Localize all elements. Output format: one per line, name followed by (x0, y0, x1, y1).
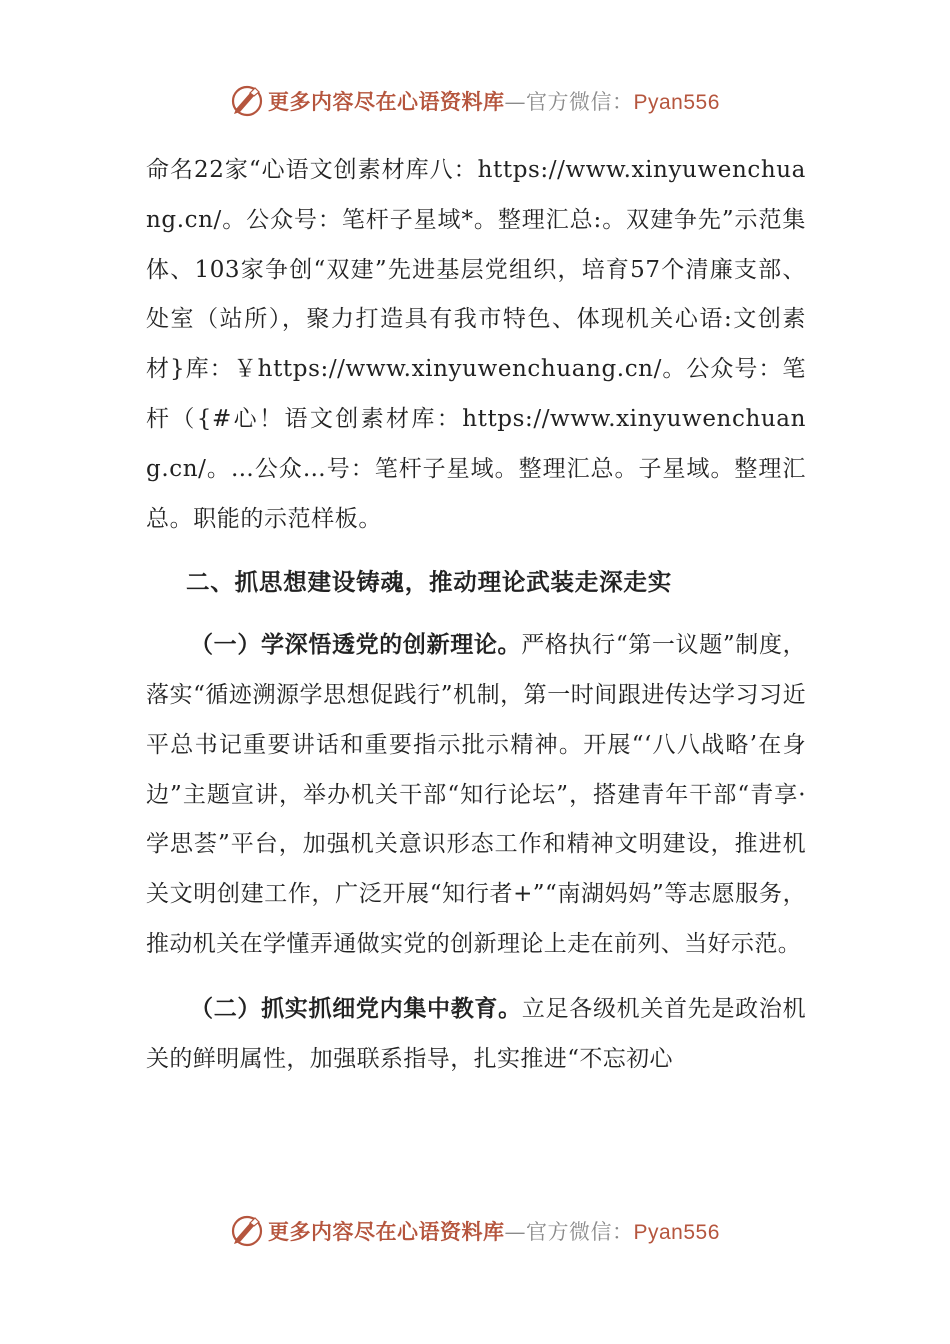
document-body (146, 146, 806, 1084)
section-1-lead: （一）学深悟透党的创新理论。 (190, 631, 522, 659)
banner-wechat-id: Pyan556 (633, 91, 720, 114)
paragraph-intro: 命名22家“心语文创素材库八：https://www.xinyuwenchuang.cn/。公众号：笔杆子星域*。整理汇总:。双建争先”示范集体、103家争创“双建”先进基层党组织，培育57个清廉支部、处室（站所），聚力打造具有我市特色、体现机关心语:文创素材}库：￥https://www.xinyuwenchuang.cn/。公众号：笔杆（{#心！语文创素材库：https://www.xinyuwenchuang.cn/。…公众…号：笔杆子星域。整理汇总。子星域。整理汇总。职能的示范样板。 (146, 157, 806, 532)
banner-site-name: 更多内容尽在心语资料库 (268, 89, 505, 114)
banner-wechat-id: Pyan556 (633, 1221, 720, 1244)
section-2-lead: （二）抓实抓细党内集中教育。 (190, 994, 522, 1022)
watermark-banner-bottom (0, 1210, 950, 1254)
banner-wechat-label: —官方微信： (504, 90, 634, 114)
paragraph-section-2 (146, 984, 806, 1085)
section-1-body: 严格执行“第一议题”制度，落实“循迹溯源学思想促践行”机制，第一时间跟进传达学习习近平总书记重要讲话和重要指示批示精神。开展“‘八八战略’在身边”主题宣讲，举办机关干部“知行论坛”，搭建青年干部“青享·学思荟”平台，加强机关意识形态工作和精神文明建设，推进机关文明创建工作，广泛开展“知行者+”“南湖妈妈”等志愿服务，推动机关在学懂弄通做实党的创新理论上走在前列、当好示范。 (146, 632, 806, 957)
section-heading-2: 二、抓思想建设铸魂，推动理论武装走深走实 (186, 568, 672, 597)
banner-text (268, 89, 720, 116)
banner-text (268, 1219, 720, 1246)
section-2-body: 立足各级机关首先是政治机关的鲜明属性，加强联系指导，扎实推进“不忘初心 (146, 995, 806, 1072)
banner-wechat-label: —官方微信： (504, 1220, 634, 1244)
pen-logo-icon (230, 1214, 264, 1248)
watermark-banner-top (0, 80, 950, 124)
pen-logo-icon (230, 84, 264, 118)
paragraph-section-1 (146, 620, 806, 970)
banner-site-name: 更多内容尽在心语资料库 (268, 1219, 505, 1244)
